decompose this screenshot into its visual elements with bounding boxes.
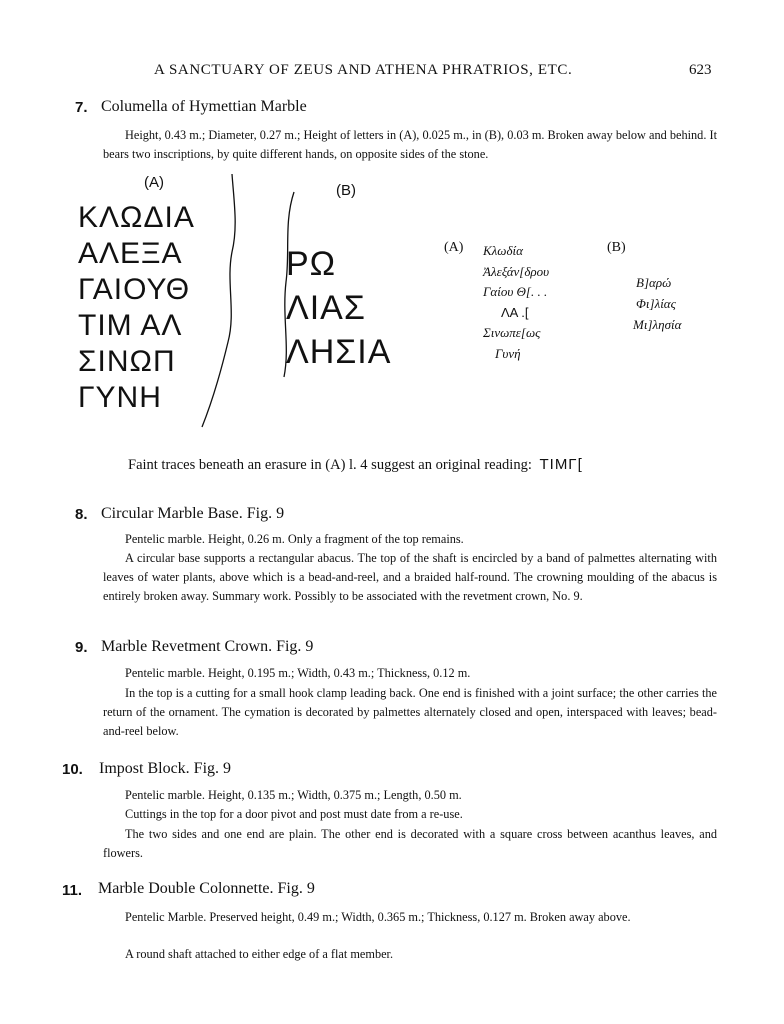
- section-paragraph: A circular base supports a rectangular abacus. The top of the shaft is encircled by a band of palmettes alternating with leaves of water plants, above which is a bead-and-reel, and a braided half-round. The crowning moulding of the abacus is entirely broken away. Summary work. Possibly to be associated with the revetment crown, No. 9.: [103, 551, 717, 603]
- inscription-b: [286, 242, 391, 374]
- section-paragraph: Pentelic marble. Height, 0.195 m.; Width, 0.43 m.; Thickness, 0.12 m.: [125, 666, 471, 680]
- inscription-a-line: ΚΛΩΔΙΑ: [78, 201, 195, 234]
- section-heading-7: [75, 99, 88, 117]
- section-heading-11: [62, 882, 82, 900]
- transcription-b-line: Φι]λίας: [636, 296, 676, 311]
- section-title: Columella of Hymettian Marble: [101, 98, 307, 115]
- transcription-a-line: Γυνή: [495, 345, 521, 361]
- transcription-a-line: Κλωδία: [483, 243, 523, 258]
- section-paragraph: Cuttings in the top for a door pivot and post must date from a re-use.: [125, 807, 463, 821]
- inscription-b-line: ΛΗΣΙΑ: [286, 333, 392, 371]
- running-head-title: A SANCTUARY OF ZEUS AND ATHENA PHRATRIOS, ETC.: [154, 62, 573, 78]
- running-head: [0, 62, 784, 84]
- transcription-a-line: ΛΑ .[: [501, 304, 529, 320]
- transcription-label-b: (B): [607, 240, 626, 255]
- inscription-a-line: ΣΙΝΩΠ: [78, 345, 176, 378]
- drawing-label-b: (B): [336, 182, 356, 199]
- section-paragraph: The two sides and one end are plain. The other end is decorated with a square cross between acanthus leaves, and flowers.: [103, 827, 717, 860]
- inscription-drawing: [76, 172, 446, 432]
- section-title: Impost Block. Fig. 9: [99, 760, 232, 777]
- section-paragraph: A round shaft attached to either edge of a flat member.: [125, 947, 394, 961]
- section-number: 9.: [75, 639, 88, 656]
- section-paragraph: In the top is a cutting for a small hook clamp leading back. One end is finished with a joint surface; the other carries the return of the ornament. The cymation is decorated by palmettes alternately closed and open, interspaced with leaves; bead-and-reel below.: [103, 686, 717, 738]
- transcription-b: [633, 272, 682, 335]
- inscription-a-line: ΤΙΜ ΑΛ: [78, 309, 183, 342]
- transcription-b-line: Μι]λησία: [633, 317, 682, 332]
- erasure-reading: ΤΙΜΓ[: [539, 456, 583, 473]
- section-heading-10: [62, 761, 83, 779]
- section-paragraph: Pentelic marble. Height, 0.135 m.; Width, 0.375 m.; Length, 0.50 m.: [125, 788, 462, 802]
- section-number: 8.: [75, 506, 88, 523]
- transcription-b-line: Β]αρώ: [636, 275, 672, 290]
- transcription-a-line: Ἀλεξάν[δρου: [483, 263, 550, 279]
- section-paragraph: Pentelic marble. Height, 0.26 m. Only a fragment of the top remains.: [125, 532, 464, 546]
- inscription-a-line: ΓΑΙΟΥΘ: [78, 273, 191, 306]
- section-number: 11.: [62, 882, 83, 899]
- section-paragraph: Height, 0.43 m.; Diameter, 0.27 m.; Height of letters in (A), 0.025 m., in (B), 0.03 m. Broken away below and behind. It bears two inscriptions, by quite different hands, on opposite sides of the stone.: [103, 128, 717, 161]
- inscription-b-line: ΡΩ: [286, 245, 337, 283]
- inscription-a-line: ΓΥΝΗ: [78, 381, 162, 414]
- section-title: Marble Double Colonnette. Fig. 9: [98, 880, 315, 897]
- inscription-a-line: ΑΛΕΞΑ: [78, 237, 183, 270]
- erasure-note: [128, 456, 583, 474]
- drawing-label-a: (A): [144, 174, 164, 191]
- erasure-note-text: Faint traces beneath an erasure in (A) l. 4 suggest an original reading:: [128, 457, 532, 473]
- section-title: Marble Revetment Crown. Fig. 9: [101, 638, 314, 655]
- page-number: 623: [689, 62, 712, 78]
- section-number: 10.: [62, 761, 83, 778]
- transcription-a-line: Σινωπε[ως: [483, 325, 541, 340]
- section-paragraph: Pentelic Marble. Preserved height, 0.49 m.; Width, 0.365 m.; Thickness, 0.127 m. Broken away above.: [125, 910, 631, 924]
- transcription-a: [483, 241, 549, 364]
- transcription-label-a: (A): [444, 240, 464, 255]
- inscription-a: [78, 200, 195, 416]
- transcription-a-line: Γαίου Θ[. . .: [483, 284, 548, 299]
- section-heading-9: [75, 639, 88, 657]
- section-title: Circular Marble Base. Fig. 9: [101, 505, 285, 522]
- section-heading-8: [75, 506, 88, 524]
- inscription-b-line: ΛΙΑΣ: [286, 289, 366, 327]
- section-number: 7.: [75, 99, 88, 116]
